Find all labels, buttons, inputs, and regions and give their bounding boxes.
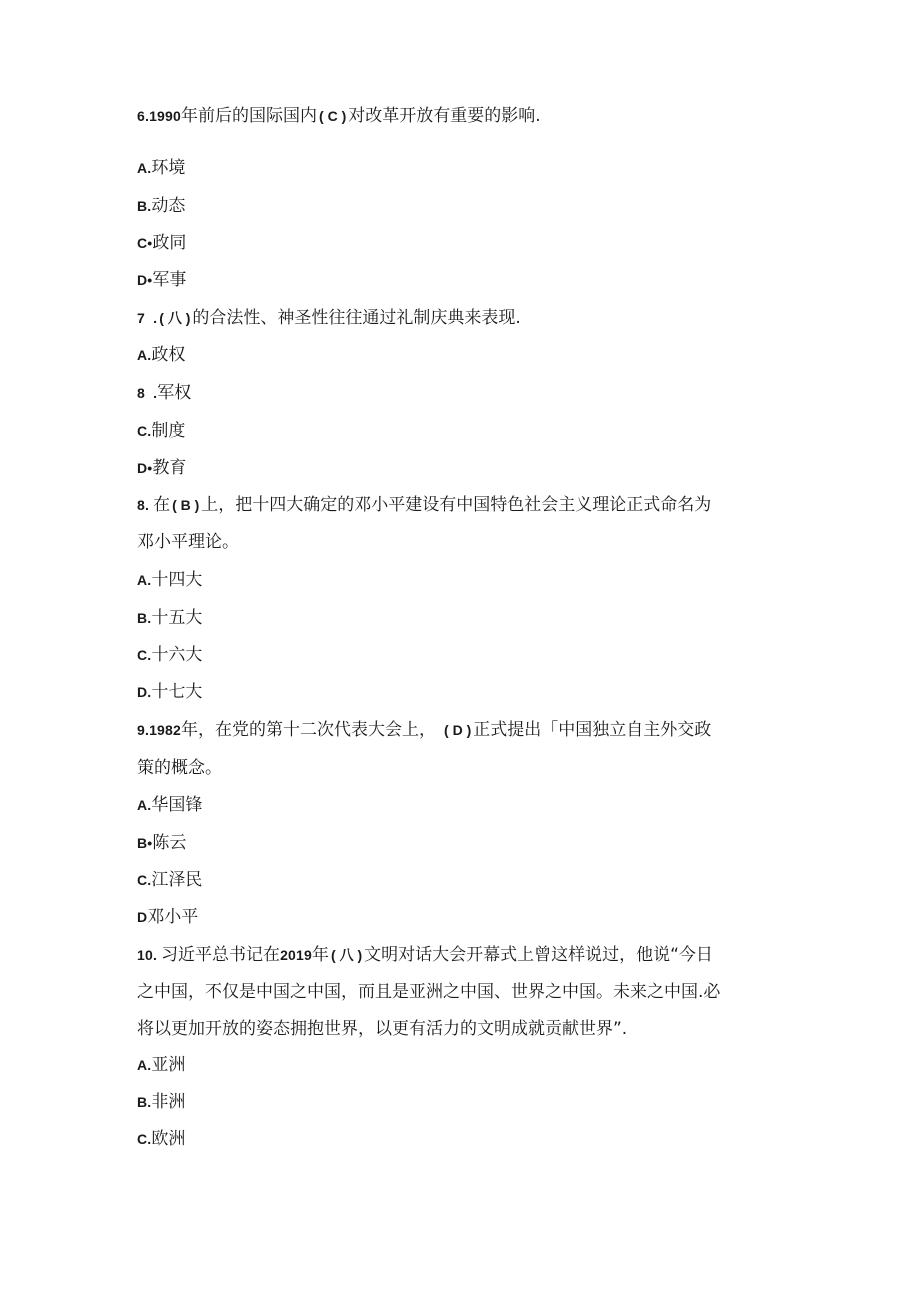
option-c: [137, 231, 797, 255]
question-number: 10.: [137, 947, 158, 963]
option-text: 环境: [151, 158, 186, 178]
option-b: [137, 606, 797, 630]
answer-marker: ( 八 ): [159, 310, 191, 326]
option-label: C•: [137, 235, 153, 251]
option-label: B.: [137, 198, 152, 214]
question-text: 习近平总书记在: [161, 945, 281, 965]
option-label: C.: [137, 423, 152, 439]
question-8-stem: [137, 493, 797, 517]
question-text: 的合法性、神圣性往往通过礼制庆典来表现.: [192, 308, 521, 328]
option-d: [137, 680, 797, 704]
option-a: [137, 568, 797, 592]
question-text: 对改革开放有重要的影响.: [348, 106, 541, 126]
option-d: [137, 456, 797, 480]
option-text: 十六大: [151, 645, 203, 665]
question-text: 年前后的国际国内: [181, 106, 318, 126]
question-9-stem-cont: [137, 756, 797, 780]
option-a: [137, 793, 797, 817]
question-number: 9.1982: [137, 722, 182, 738]
option-text: 军事: [152, 270, 187, 290]
option-b: [137, 194, 797, 218]
question-number: 6.1990: [137, 108, 182, 124]
question-text: 上，把十四大确定的邓小平建设有中国特色社会主义理论正式命名为: [201, 495, 712, 515]
option-label: D: [137, 909, 148, 925]
question-text: 之中国，不仅是中国之中国，而且是亚洲之中国、世界之中国。未来之中国.必: [137, 982, 721, 1002]
question-text: 在: [153, 495, 171, 515]
question-year: 2019: [280, 947, 313, 963]
option-d: [137, 268, 797, 292]
option-text: 江泽民: [151, 870, 203, 890]
option-a: [137, 343, 797, 367]
option-a: [137, 1053, 797, 1077]
option-text: 非洲: [151, 1092, 186, 1112]
question-text: 年: [312, 945, 330, 965]
question-text: 年，在党的第十二次代表大会上，: [181, 720, 437, 740]
option-c: [137, 868, 797, 892]
question-10-stem-cont: [137, 980, 797, 1004]
option-label: A.: [137, 572, 152, 588]
option-c: [137, 643, 797, 667]
option-c: [137, 1127, 797, 1151]
option-b: [137, 1090, 797, 1114]
question-text: 策的概念。: [137, 758, 222, 778]
option-label: D.: [137, 684, 152, 700]
question-number: 8.: [137, 497, 150, 513]
option-label: B.: [137, 1094, 152, 1110]
option-text: 华国锋: [151, 795, 203, 815]
option-text: 陈云: [152, 833, 187, 853]
question-8-stem-cont: [137, 530, 797, 554]
option-label: B.: [137, 610, 152, 626]
option-label: D•: [137, 272, 153, 288]
option-a: [137, 156, 797, 180]
answer-marker: ( C ): [319, 108, 347, 124]
option-text: 军权: [157, 383, 192, 403]
option-text: 亚洲: [151, 1055, 186, 1075]
answer-marker: ( D ): [444, 722, 472, 738]
option-b: [137, 831, 797, 855]
option-label: A.: [137, 347, 152, 363]
option-text: 教育: [152, 458, 187, 478]
question-text: 文明对话大会开幕式上曾这样说过，他说“今日: [364, 945, 713, 965]
option-label: C.: [137, 647, 152, 663]
question-text: 正式提出「中国独立自主外交政: [473, 720, 712, 740]
option-b: [137, 381, 797, 405]
question-text: 邓小平理论。: [137, 532, 239, 552]
answer-marker: ( B ): [172, 497, 200, 513]
option-text: 欧洲: [151, 1129, 186, 1149]
question-7-stem: [137, 306, 797, 330]
option-label: C.: [137, 872, 152, 888]
question-text: 将以更加开放的姿态拥抱世界，以更有活力的文明成就贡献世界”.: [137, 1019, 628, 1039]
option-text: 十五大: [151, 608, 203, 628]
question-10-stem: [137, 943, 797, 967]
option-label: A.: [137, 797, 152, 813]
answer-marker: ( 八 ): [331, 947, 363, 963]
option-c: [137, 419, 797, 443]
option-d: [137, 905, 797, 929]
option-label: D•: [137, 460, 153, 476]
option-label: 8 .: [137, 385, 158, 401]
option-text: 十七大: [151, 682, 203, 702]
option-label: A.: [137, 160, 152, 176]
option-text: 政权: [151, 345, 186, 365]
option-label: C.: [137, 1131, 152, 1147]
option-label: A.: [137, 1057, 152, 1073]
option-text: 政同: [152, 233, 187, 253]
question-10-stem-cont: [137, 1017, 797, 1041]
option-text: 邓小平: [147, 907, 199, 927]
option-text: 制度: [151, 421, 186, 441]
question-number: 7 .: [137, 310, 158, 326]
option-text: 动态: [151, 196, 186, 216]
question-9-stem: [137, 718, 797, 742]
question-6-stem: [137, 104, 797, 128]
option-label: B•: [137, 835, 153, 851]
option-text: 十四大: [151, 570, 203, 590]
